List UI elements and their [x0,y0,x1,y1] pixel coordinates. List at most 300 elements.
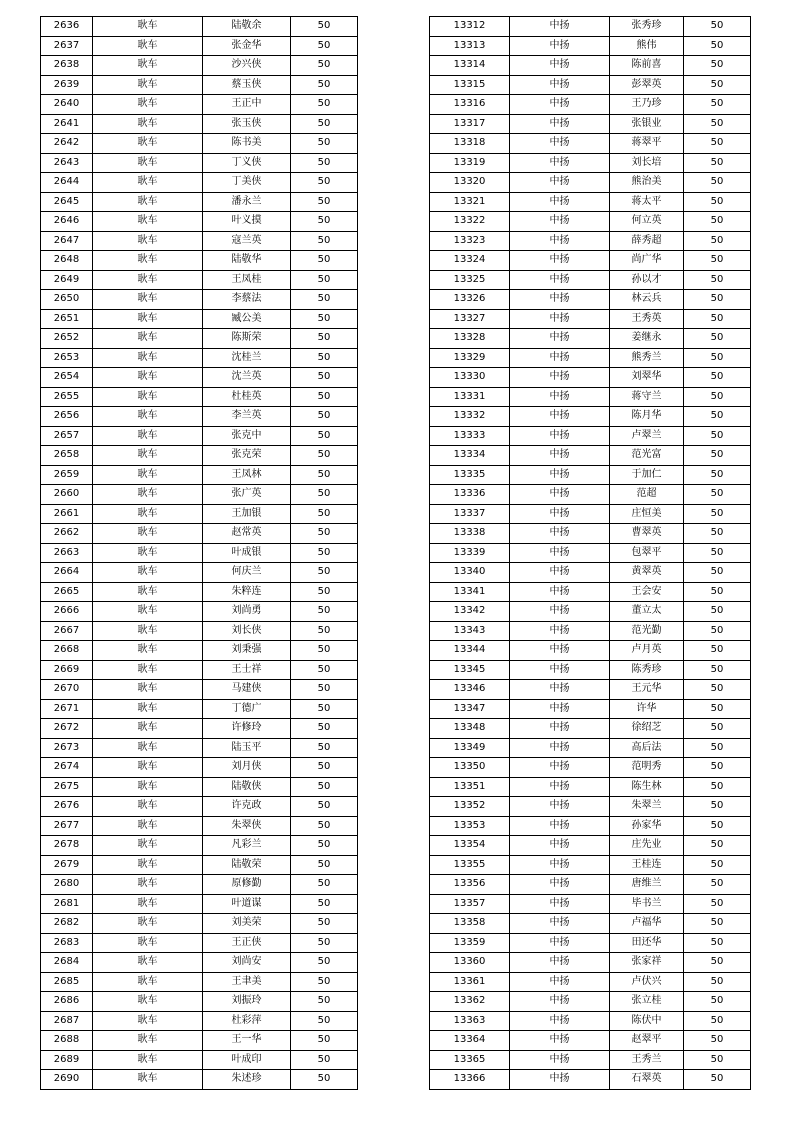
id-cell: 13332 [430,407,510,427]
id-cell: 13357 [430,894,510,914]
town-cell: 中扬 [510,602,610,622]
name-cell: 刘振玲 [203,992,291,1012]
id-cell: 2675 [41,777,93,797]
name-cell: 范光富 [610,446,684,466]
name-cell: 朱述珍 [203,1070,291,1090]
id-cell: 2663 [41,543,93,563]
town-cell: 耿车 [93,290,203,310]
amount-cell: 50 [684,855,751,875]
town-cell: 中扬 [510,95,610,115]
name-cell: 杜桂英 [203,387,291,407]
town-cell: 中扬 [510,153,610,173]
town-cell: 耿车 [93,446,203,466]
left-roster-body [41,17,358,1090]
amount-cell: 50 [291,719,358,739]
name-cell: 陈秀珍 [610,660,684,680]
table-row [41,504,358,524]
table-row [430,368,751,388]
name-cell: 王士祥 [203,660,291,680]
table-row [430,1011,751,1031]
town-cell: 耿车 [93,465,203,485]
table-row [41,212,358,232]
table-row [430,641,751,661]
id-cell: 13344 [430,641,510,661]
amount-cell: 50 [684,387,751,407]
town-cell: 中扬 [510,290,610,310]
id-cell: 13322 [430,212,510,232]
id-cell: 13365 [430,1050,510,1070]
name-cell: 王聿美 [203,972,291,992]
id-cell: 2679 [41,855,93,875]
name-cell: 高后法 [610,738,684,758]
town-cell: 中扬 [510,641,610,661]
name-cell: 沈桂兰 [203,348,291,368]
town-cell: 中扬 [510,251,610,271]
id-cell: 2653 [41,348,93,368]
name-cell: 马建侠 [203,680,291,700]
id-cell: 2649 [41,270,93,290]
amount-cell: 50 [684,992,751,1012]
table-row [430,699,751,719]
town-cell: 中扬 [510,348,610,368]
name-cell: 臧公美 [203,309,291,329]
name-cell: 凡彩兰 [203,836,291,856]
id-cell: 13327 [430,309,510,329]
amount-cell: 50 [684,816,751,836]
town-cell: 中扬 [510,699,610,719]
name-cell: 陈书美 [203,134,291,154]
town-cell: 中扬 [510,816,610,836]
table-row [41,680,358,700]
amount-cell: 50 [291,680,358,700]
id-cell: 2685 [41,972,93,992]
id-cell: 2664 [41,563,93,583]
amount-cell: 50 [291,309,358,329]
town-cell: 中扬 [510,485,610,505]
name-cell: 许华 [610,699,684,719]
town-cell: 耿车 [93,543,203,563]
id-cell: 13313 [430,36,510,56]
amount-cell: 50 [291,114,358,134]
name-cell: 王凤桂 [203,270,291,290]
town-cell: 中扬 [510,36,610,56]
name-cell: 刘尚安 [203,953,291,973]
name-cell: 姜继永 [610,329,684,349]
table-row [430,738,751,758]
table-row [430,602,751,622]
town-cell: 中扬 [510,933,610,953]
table-row [41,251,358,271]
amount-cell: 50 [291,485,358,505]
amount-cell: 50 [291,602,358,622]
amount-cell: 50 [291,855,358,875]
id-cell: 13317 [430,114,510,134]
amount-cell: 50 [291,329,358,349]
id-cell: 2678 [41,836,93,856]
amount-cell: 50 [291,758,358,778]
table-row [430,56,751,76]
table-row [430,95,751,115]
table-row [41,797,358,817]
id-cell: 2676 [41,797,93,817]
amount-cell: 50 [684,1070,751,1090]
name-cell: 张秀珍 [610,17,684,37]
town-cell: 耿车 [93,875,203,895]
table-row [430,329,751,349]
table-row [41,953,358,973]
name-cell: 陆敬余 [203,17,291,37]
amount-cell: 50 [684,738,751,758]
town-cell: 耿车 [93,504,203,524]
name-cell: 张克荣 [203,446,291,466]
town-cell: 中扬 [510,797,610,817]
name-cell: 王会安 [610,582,684,602]
id-cell: 2641 [41,114,93,134]
table-row [41,1031,358,1051]
table-row [41,758,358,778]
table-row [41,602,358,622]
name-cell: 李兰英 [203,407,291,427]
table-row [41,738,358,758]
amount-cell: 50 [684,933,751,953]
id-cell: 2652 [41,329,93,349]
table-row [41,524,358,544]
table-row [41,114,358,134]
right-roster-table [429,16,751,1090]
id-cell: 13361 [430,972,510,992]
table-row [430,426,751,446]
table-row [41,329,358,349]
name-cell: 熊治美 [610,173,684,193]
name-cell: 王桂连 [610,855,684,875]
town-cell: 中扬 [510,777,610,797]
amount-cell: 50 [684,426,751,446]
id-cell: 2683 [41,933,93,953]
town-cell: 耿车 [93,738,203,758]
id-cell: 13312 [430,17,510,37]
table-row [430,270,751,290]
table-row [41,933,358,953]
name-cell: 蒋翠平 [610,134,684,154]
name-cell: 朱翠兰 [610,797,684,817]
id-cell: 2650 [41,290,93,310]
amount-cell: 50 [684,914,751,934]
name-cell: 王正侠 [203,933,291,953]
table-row [430,153,751,173]
town-cell: 耿车 [93,524,203,544]
name-cell: 张家祥 [610,953,684,973]
id-cell: 2657 [41,426,93,446]
table-row [430,407,751,427]
amount-cell: 50 [291,134,358,154]
name-cell: 薛秀超 [610,231,684,251]
id-cell: 2658 [41,446,93,466]
id-cell: 13339 [430,543,510,563]
amount-cell: 50 [684,699,751,719]
name-cell: 蔡玉侠 [203,75,291,95]
name-cell: 张克中 [203,426,291,446]
name-cell: 王元华 [610,680,684,700]
town-cell: 耿车 [93,173,203,193]
table-row [41,719,358,739]
table-row [41,231,358,251]
town-cell: 中扬 [510,368,610,388]
table-row [41,1050,358,1070]
table-row [41,153,358,173]
town-cell: 耿车 [93,641,203,661]
town-cell: 耿车 [93,602,203,622]
name-cell: 沙兴侠 [203,56,291,76]
table-row [41,894,358,914]
amount-cell: 50 [291,75,358,95]
table-row [430,816,751,836]
name-cell: 刘翠华 [610,368,684,388]
name-cell: 唐维兰 [610,875,684,895]
town-cell: 耿车 [93,797,203,817]
name-cell: 陆敬荣 [203,855,291,875]
id-cell: 2640 [41,95,93,115]
id-cell: 2643 [41,153,93,173]
table-row [41,348,358,368]
table-row [41,914,358,934]
table-row [430,875,751,895]
table-row [430,621,751,641]
town-cell: 耿车 [93,992,203,1012]
table-row [430,485,751,505]
amount-cell: 50 [684,192,751,212]
town-cell: 耿车 [93,212,203,232]
name-cell: 丁义侠 [203,153,291,173]
id-cell: 13354 [430,836,510,856]
id-cell: 2672 [41,719,93,739]
name-cell: 丁美侠 [203,173,291,193]
table-row [430,1070,751,1090]
table-row [430,387,751,407]
town-cell: 中扬 [510,56,610,76]
amount-cell: 50 [684,212,751,232]
table-row [41,582,358,602]
table-row [41,972,358,992]
table-row [41,816,358,836]
name-cell: 范光勤 [610,621,684,641]
town-cell: 耿车 [93,953,203,973]
id-cell: 2668 [41,641,93,661]
name-cell: 叶道谋 [203,894,291,914]
town-cell: 中扬 [510,309,610,329]
amount-cell: 50 [291,1031,358,1051]
id-cell: 13362 [430,992,510,1012]
id-cell: 2682 [41,914,93,934]
name-cell: 陈生林 [610,777,684,797]
amount-cell: 50 [291,290,358,310]
id-cell: 2666 [41,602,93,622]
id-cell: 13348 [430,719,510,739]
name-cell: 卢伏兴 [610,972,684,992]
id-cell: 13335 [430,465,510,485]
id-cell: 2686 [41,992,93,1012]
name-cell: 张金华 [203,36,291,56]
name-cell: 熊伟 [610,36,684,56]
id-cell: 2665 [41,582,93,602]
name-cell: 尚广华 [610,251,684,271]
id-cell: 2673 [41,738,93,758]
name-cell: 林云兵 [610,290,684,310]
name-cell: 孙以才 [610,270,684,290]
name-cell: 彭翠英 [610,75,684,95]
name-cell: 王正中 [203,95,291,115]
amount-cell: 50 [684,543,751,563]
amount-cell: 50 [291,699,358,719]
amount-cell: 50 [291,875,358,895]
amount-cell: 50 [684,524,751,544]
town-cell: 耿车 [93,1031,203,1051]
table-row [41,387,358,407]
name-cell: 王加银 [203,504,291,524]
table-row [41,875,358,895]
name-cell: 叶成印 [203,1050,291,1070]
name-cell: 朱粹连 [203,582,291,602]
amount-cell: 50 [291,738,358,758]
amount-cell: 50 [291,563,358,583]
id-cell: 13341 [430,582,510,602]
name-cell: 陈伏中 [610,1011,684,1031]
table-row [430,933,751,953]
table-row [430,251,751,271]
town-cell: 中扬 [510,660,610,680]
town-cell: 耿车 [93,836,203,856]
name-cell: 于加仁 [610,465,684,485]
town-cell: 耿车 [93,95,203,115]
table-row [41,56,358,76]
town-cell: 中扬 [510,1050,610,1070]
amount-cell: 50 [291,1011,358,1031]
id-cell: 2674 [41,758,93,778]
table-row [430,855,751,875]
table-row [430,660,751,680]
name-cell: 陈月华 [610,407,684,427]
id-cell: 13330 [430,368,510,388]
table-row [41,1070,358,1090]
town-cell: 中扬 [510,894,610,914]
table-row [41,641,358,661]
id-cell: 13349 [430,738,510,758]
table-row [430,504,751,524]
table-row [430,914,751,934]
amount-cell: 50 [291,407,358,427]
name-cell: 徐绍芝 [610,719,684,739]
town-cell: 中扬 [510,1070,610,1090]
amount-cell: 50 [684,231,751,251]
amount-cell: 50 [684,465,751,485]
town-cell: 中扬 [510,134,610,154]
amount-cell: 50 [684,797,751,817]
id-cell: 13338 [430,524,510,544]
town-cell: 中扬 [510,1031,610,1051]
town-cell: 中扬 [510,387,610,407]
town-cell: 耿车 [93,582,203,602]
table-row [41,1011,358,1031]
name-cell: 陈前喜 [610,56,684,76]
town-cell: 耿车 [93,972,203,992]
table-row [430,446,751,466]
town-cell: 中扬 [510,17,610,37]
town-cell: 中扬 [510,582,610,602]
amount-cell: 50 [684,563,751,583]
town-cell: 中扬 [510,758,610,778]
name-cell: 董立太 [610,602,684,622]
amount-cell: 50 [684,17,751,37]
name-cell: 王凤林 [203,465,291,485]
town-cell: 中扬 [510,231,610,251]
table-row [41,836,358,856]
town-cell: 中扬 [510,543,610,563]
town-cell: 中扬 [510,75,610,95]
table-row [430,212,751,232]
amount-cell: 50 [291,231,358,251]
town-cell: 耿车 [93,114,203,134]
amount-cell: 50 [291,660,358,680]
id-cell: 13360 [430,953,510,973]
amount-cell: 50 [291,543,358,563]
town-cell: 中扬 [510,173,610,193]
id-cell: 13336 [430,485,510,505]
id-cell: 13353 [430,816,510,836]
town-cell: 耿车 [93,56,203,76]
amount-cell: 50 [291,251,358,271]
town-cell: 中扬 [510,855,610,875]
amount-cell: 50 [684,368,751,388]
amount-cell: 50 [684,95,751,115]
name-cell: 张玉侠 [203,114,291,134]
table-row [430,231,751,251]
name-cell: 孙家华 [610,816,684,836]
town-cell: 耿车 [93,36,203,56]
table-row [41,543,358,563]
town-cell: 耿车 [93,17,203,37]
name-cell: 黄翠英 [610,563,684,583]
id-cell: 2687 [41,1011,93,1031]
town-cell: 中扬 [510,875,610,895]
town-cell: 中扬 [510,563,610,583]
table-row [41,75,358,95]
id-cell: 13323 [430,231,510,251]
id-cell: 13347 [430,699,510,719]
name-cell: 赵常英 [203,524,291,544]
id-cell: 13337 [430,504,510,524]
town-cell: 中扬 [510,270,610,290]
amount-cell: 50 [291,641,358,661]
name-cell: 王一华 [203,1031,291,1051]
table-row [430,465,751,485]
id-cell: 2655 [41,387,93,407]
amount-cell: 50 [291,524,358,544]
amount-cell: 50 [291,797,358,817]
town-cell: 耿车 [93,387,203,407]
amount-cell: 50 [291,56,358,76]
id-cell: 2644 [41,173,93,193]
amount-cell: 50 [684,602,751,622]
town-cell: 耿车 [93,426,203,446]
town-cell: 中扬 [510,426,610,446]
town-cell: 耿车 [93,719,203,739]
table-row [430,543,751,563]
id-cell: 2681 [41,894,93,914]
id-cell: 13342 [430,602,510,622]
id-cell: 2684 [41,953,93,973]
id-cell: 13331 [430,387,510,407]
id-cell: 13352 [430,797,510,817]
name-cell: 许克政 [203,797,291,817]
